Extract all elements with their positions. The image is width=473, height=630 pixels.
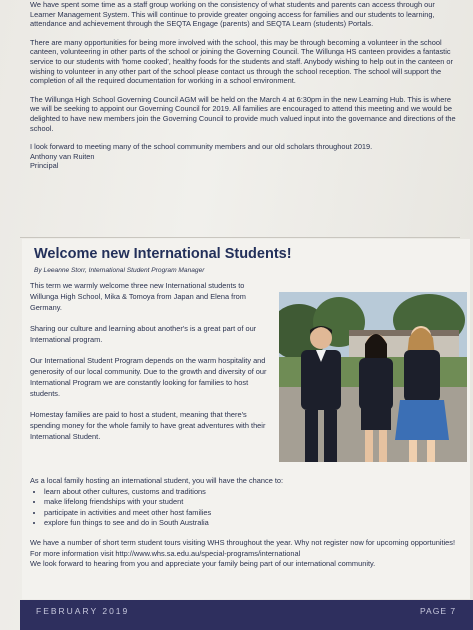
paragraph-welcome: This term we warmly welcome three new International students to Willunga High School, Mika & Tomoya from Japan and Elena from Germany. xyxy=(30,281,246,312)
list-item: • make lifelong friendships with your student xyxy=(44,497,460,508)
section-title: Welcome new International Students! xyxy=(34,246,292,262)
paragraph-lms: We have spent some time as a staff group working on the consistency of what students and parents can access through our Learner Management System. This will continue to provide greater ongoing access for families and our students to learning, attendance and achievement through the SEQTA Engage (parents) and SEQTA Learn (students) Portals. xyxy=(30,0,435,29)
student-photo-illustration xyxy=(279,292,467,462)
signature-name: Anthony van Ruiten xyxy=(30,151,95,161)
paragraph-volunteering: There are many opportunities for being more involved with the school, this may be through becoming a volunteer in the school canteen, volunteering in other parts of the school or joining the Governing Council. The Willunga HS canteen provides a fantastic service to our students with 'home cooked', healthy foods for the students and staff. Anybody wishing to help out in the canteen or wishing to volunteer in any other part of the school please contact us through the school reception. The school will support the completion of all the required documentation for working in a school environment. xyxy=(30,37,453,86)
section-divider xyxy=(20,237,460,238)
chances-list xyxy=(30,487,460,529)
student-photo xyxy=(279,292,467,462)
paragraph-agm: The Willunga High School Governing Council AGM will be held on the March 4 at 6:30pm in the new Learning Hub. This is where we will be seeking to appoint our Governing Council for 2019. All families are encouraged to attend this meeting and we would be delighted to have new members join the Governing Council to provide much valued input into the governance and directions of the school. xyxy=(30,94,456,133)
paragraph-chance-intro: As a local family hosting an international student, you will have the chance to: xyxy=(30,476,284,485)
list-item: • participate in activities and meet other host families xyxy=(44,508,460,519)
list-item: • explore fun things to see and do in South Australia xyxy=(44,518,460,529)
list-item: • learn about other cultures, customs and traditions xyxy=(44,487,460,498)
paragraph-program: Our International Student Program depends on the warm hospitality and generosity of our local community. Due to the growth and diversity of our International Program we are constantly looking for families to host students. xyxy=(30,356,267,398)
byline: By Leeanne Storr, International Student Program Manager xyxy=(34,267,205,274)
footer-date: FEBRUARY 2019 xyxy=(36,606,130,616)
paragraph-homestay: Homestay families are paid to host a student, meaning that there's spending money for the whole family to have great adventures with their International Student. xyxy=(30,410,266,441)
paragraph-closing: I look forward to meeting many of the school community members and our old scholars throughout 2019. xyxy=(30,142,373,152)
paragraph-thanks: We look forward to hearing from you and appreciate your family being part of our international community. xyxy=(30,559,376,569)
footer-page-number: PAGE 7 xyxy=(420,606,457,616)
principal-report xyxy=(30,0,460,171)
paragraph-sharing: Sharing our culture and learning about another's is a great part of our International program. xyxy=(30,324,257,344)
article-column xyxy=(30,280,268,452)
signature-role: Principal xyxy=(30,161,59,171)
hosting-section xyxy=(30,476,460,570)
paragraph-tours: We have a number of short term student tours visiting WHS throughout the year. Why not register now for upcoming opportunities! For more information visit http://www.whs.sa.edu.au/special-programs/international xyxy=(30,537,456,558)
